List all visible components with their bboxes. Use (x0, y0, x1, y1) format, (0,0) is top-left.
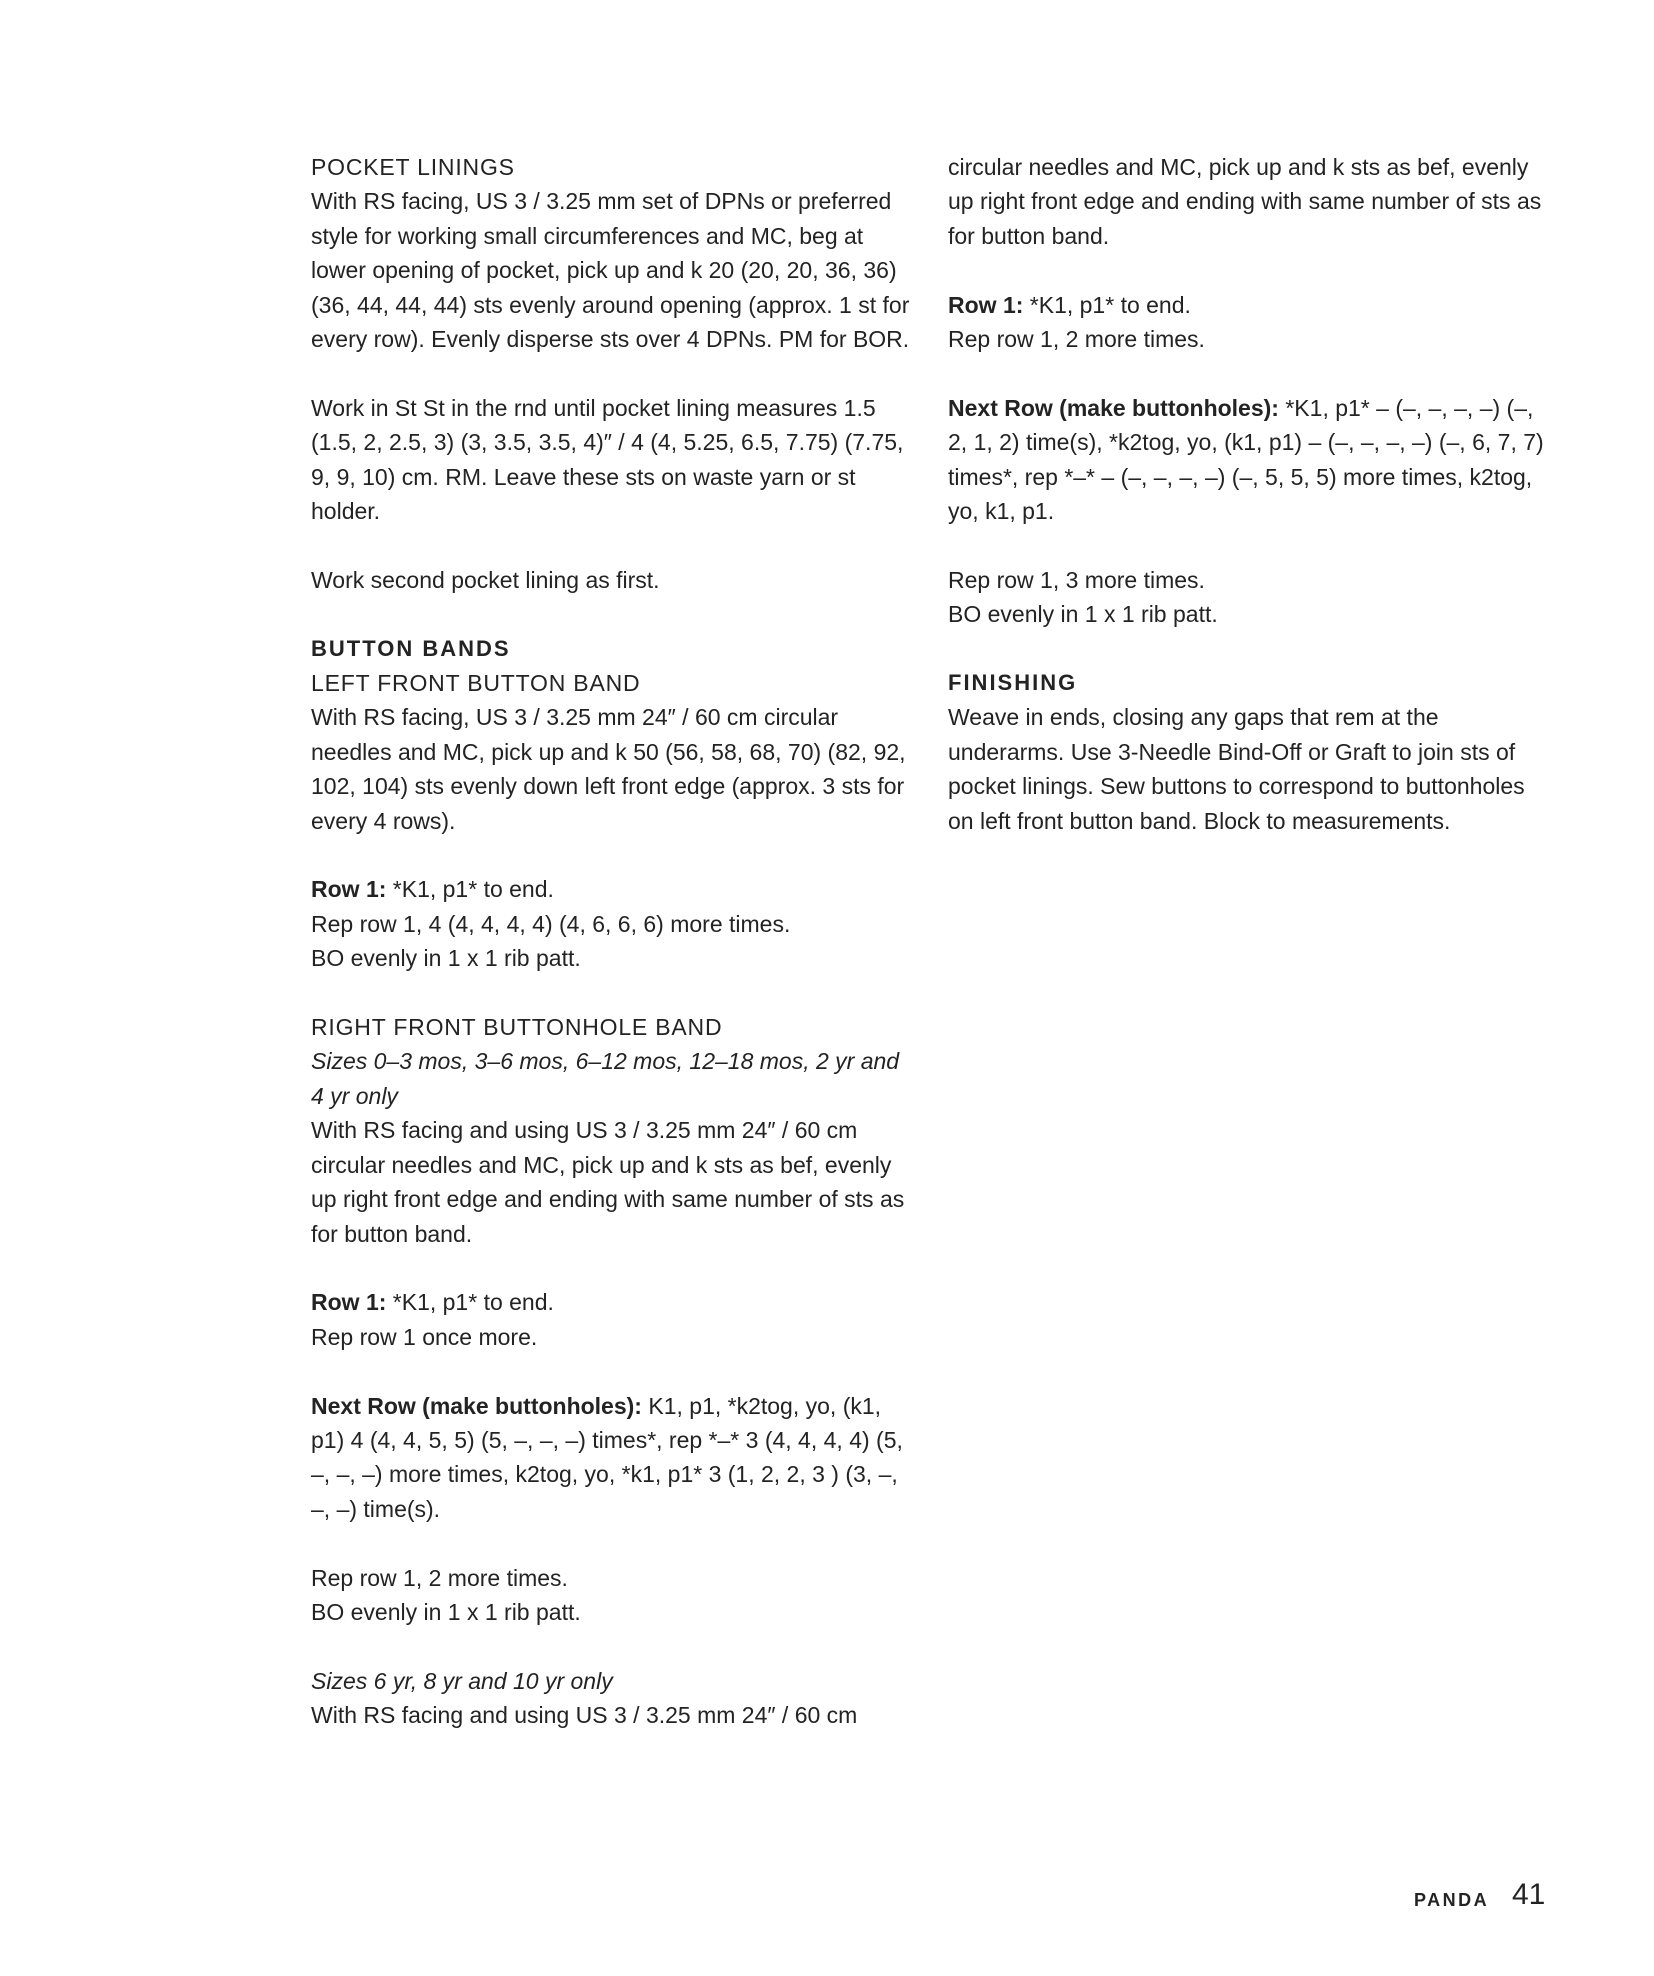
next-row-label: Next Row (make buttonholes): (311, 1392, 642, 1419)
row-label: Row 1: (311, 1289, 387, 1316)
left-row1 (311, 872, 911, 906)
next-row-text: *K1, p1* – (–, –, –, –) (–, 2, 1, 2) time(s), *k2tog, yo, (k1, p1) – (–, –, –, –) (–, 6, 7, 7) times*, rep *–* – (–, –, –, –) (–, 5, 5, 5) more times, k2tog, yo, k1, p1. (948, 394, 1544, 525)
row-text: *K1, p1* to end. (386, 876, 554, 903)
right-col-rep-two: Rep row 1, 2 more times. (948, 326, 1205, 353)
pocket-linings-title: POCKET LININGS (311, 154, 515, 180)
pocket-linings-text-2: Work in St St in the rnd until pocket lining measures 1.5 (1.5, 2, 2.5, 3) (3, 3.5, 3.5, 4)″ / 4 (4, 5.25, 6.5, 7.75) (7.75, 9, 9, 10) cm. RM. Leave these sts on waste yarn or st holder. (311, 394, 904, 525)
rep-once: Rep row 1 once more. (311, 1323, 538, 1350)
button-bands-heading: BUTTON BANDS (311, 635, 511, 661)
finishing-heading: FINISHING (948, 670, 1078, 696)
left-front-band-title: LEFT FRONT BUTTON BAND (311, 670, 641, 697)
left-rep: Rep row 1, 4 (4, 4, 4, 4) (4, 6, 6, 6) more times. (311, 910, 791, 937)
right-column (948, 150, 1548, 872)
sizes-a: Sizes 0–3 mos, 3–6 mos, 6–12 mos, 12–18 mos, 2 yr and 4 yr only (311, 1048, 900, 1109)
row-label: Row 1: (311, 876, 387, 903)
sizes-b-text: With RS facing and using US 3 / 3.25 mm 24″ / 60 cm (311, 1702, 858, 1729)
bo-text-2: BO evenly in 1 x 1 rib patt. (311, 1598, 581, 1625)
rep-three: Rep row 1, 3 more times. (948, 566, 1205, 593)
right-front-band-title: RIGHT FRONT BUTTONHOLE BAND (311, 1014, 723, 1041)
footer-label: PANDA (1414, 1890, 1490, 1910)
left-column (311, 150, 911, 1733)
rep-two: Rep row 1, 2 more times. (311, 1564, 568, 1591)
next-row-label: Next Row (make buttonholes): (948, 394, 1279, 421)
pocket-linings-text: With RS facing, US 3 / 3.25 mm set of DPNs or preferred style for working small circumferences and MC, beg at lower opening of pocket, pick up and k 20 (20, 20, 36, 36) (36, 44, 44, 44) sts evenly around opening (approx. 1 st for every row). Evenly disperse sts over 4 DPNs. PM for BOR. (311, 188, 910, 353)
row-text: *K1, p1* to end. (1023, 291, 1191, 318)
right-col-bo: BO evenly in 1 x 1 rib patt. (948, 601, 1218, 628)
row-text: *K1, p1* to end. (386, 1289, 554, 1316)
left-bo: BO evenly in 1 x 1 rib patt. (311, 945, 581, 972)
next-row-a (311, 1389, 911, 1527)
next-row-text: K1, p1, *k2tog, yo, (k1, p1) 4 (4, 4, 5, 5) (5, –, –, –) times*, rep *–* 3 (4, 4, 4, 4) (5, –, –, –) more times, k2tog, yo, *k1, p1* 3 (1, 2, 2, 3 ) (3, –, –, –) time(s). (311, 1392, 903, 1522)
right-front-band-text: With RS facing and using US 3 / 3.25 mm 24″ / 60 cm circular needles and MC, pick up and k sts as bef, evenly up right front edge and ending with same number of sts as for button band. (311, 1117, 905, 1247)
next-row-b (948, 391, 1548, 529)
page-number: 41 (1512, 1878, 1546, 1911)
row-label: Row 1: (948, 291, 1024, 318)
pocket-linings-text-3: Work second pocket lining as first. (311, 566, 660, 593)
cont-text: circular needles and MC, pick up and k sts as bef, evenly up right front edge and ending with same number of sts as for button band. (948, 154, 1542, 249)
finishing-text: Weave in ends, closing any gaps that rem at the underarms. Use 3-Needle Bind-Off or Graft to join sts of pocket linings. Sew buttons to correspond to buttonholes on left front button band. Block to measurements. (948, 704, 1525, 834)
right-col-row1 (948, 288, 1548, 322)
left-front-band-text: With RS facing, US 3 / 3.25 mm 24″ / 60 cm circular needles and MC, pick up and k 50 (56, 58, 68, 70) (82, 92, 102, 104) sts evenly down left front edge (approx. 3 sts for every 4 rows). (311, 704, 906, 834)
sizes-b: Sizes 6 yr, 8 yr and 10 yr only (311, 1667, 613, 1694)
right-row1 (311, 1285, 911, 1319)
